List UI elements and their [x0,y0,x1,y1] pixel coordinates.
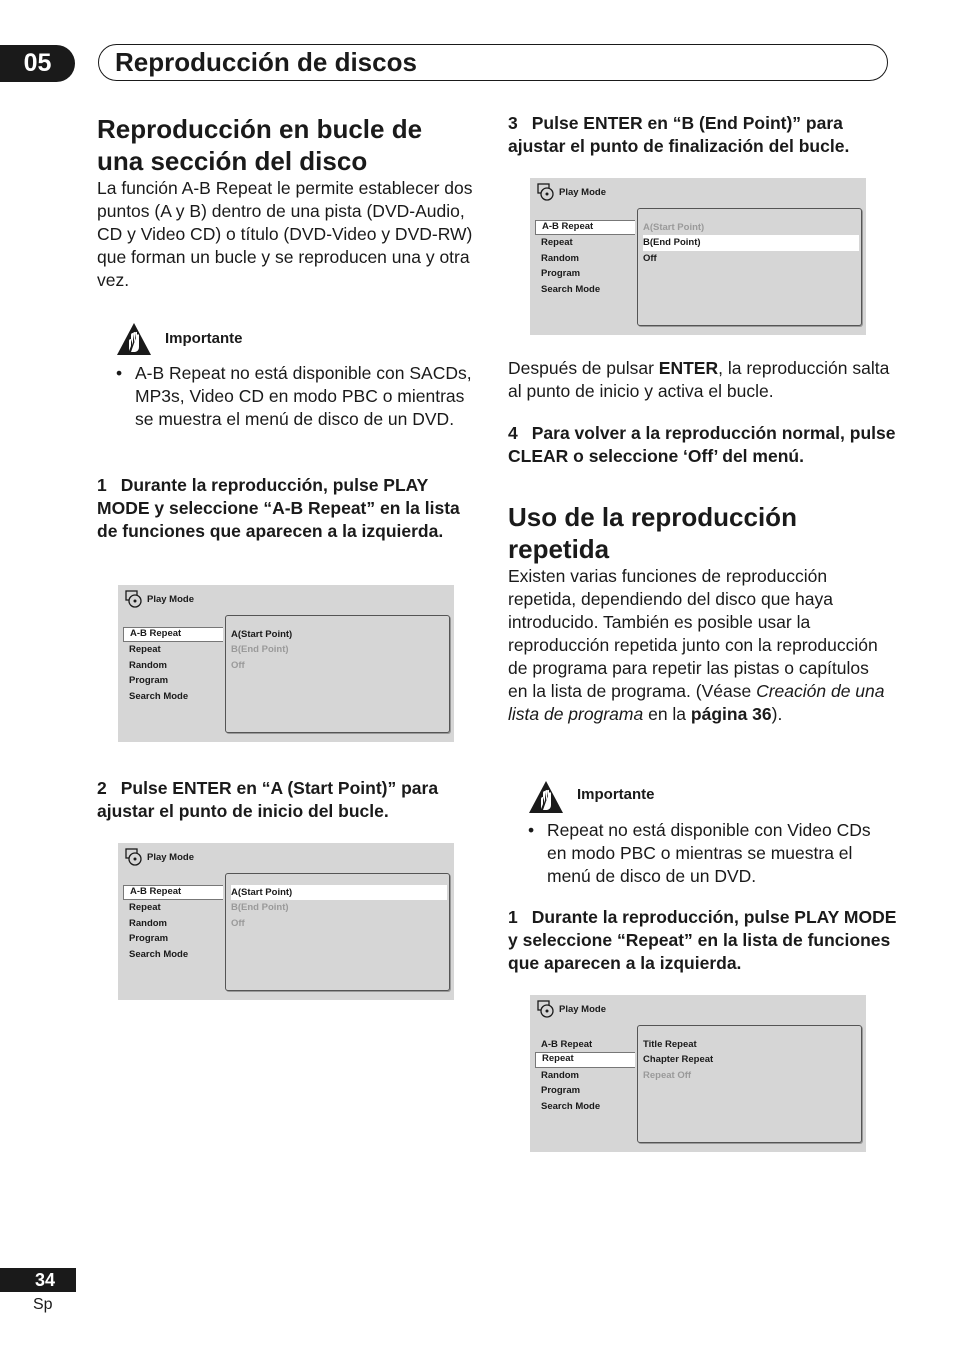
screen-header [537,183,606,201]
step-1-repeat [508,906,898,975]
disc-icon [537,183,555,201]
play-mode-menu [123,885,223,962]
repeat-intro-page-ref[interactable]: página 36 [690,704,772,724]
chapter-number-badge [0,45,75,82]
menu-item-ab-repeat[interactable]: A-B Repeat [541,1039,593,1050]
menu-item-program[interactable]: Program [541,268,581,280]
ab-options [231,627,447,673]
warning-hand-icon [528,780,564,814]
option-end-point[interactable]: B(End Point) [643,235,859,250]
page-number: 34 [34,1270,55,1290]
repeat-intro-post: ). [771,704,783,724]
menu-item-program[interactable]: Program [129,675,169,687]
screen-title: Play Mode [147,851,194,863]
option-off[interactable]: Off [231,659,245,671]
menu-item-search-mode[interactable]: Search Mode [541,283,601,295]
menu-item-random[interactable]: Random [541,252,579,264]
menu-item-repeat[interactable]: Repeat [129,902,161,914]
menu-item-random[interactable]: Random [541,1069,579,1081]
option-off[interactable]: Off [231,917,245,929]
after-enter-text [508,357,893,403]
menu-item-search-mode[interactable]: Search Mode [129,690,189,702]
screen-title: Play Mode [559,1003,606,1015]
disc-icon [125,848,143,866]
menu-item-repeat[interactable]: Repeat [541,237,573,249]
repeat-options [643,1037,859,1083]
step-text: Pulse ENTER en “A (Start Point)” para ajustar el punto de inicio del bucle. [97,778,439,821]
importante-label: Importante [577,786,655,803]
step-3-ab [508,112,898,158]
after-enter-key: ENTER [658,358,719,378]
screen-header [537,1000,606,1018]
menu-item-random[interactable]: Random [129,917,167,929]
option-start-point[interactable]: A(Start Point) [231,629,293,640]
step-text: Durante la reproducción, pulse PLAY MODE y seleccione “A-B Repeat” en la lista de funciones que aparecen a la izquierda. [97,475,460,541]
menu-item-search-mode[interactable]: Search Mode [541,1100,601,1112]
menu-item-random[interactable]: Random [129,659,167,671]
menu-item-ab-repeat[interactable]: A-B Repeat [535,220,635,235]
step-number: 1 [97,475,107,495]
menu-item-program[interactable]: Program [541,1085,581,1097]
step-text: Durante la reproducción, pulse PLAY MODE y seleccione “Repeat” en la lista de funciones que aparecen a la izquierda. [508,907,897,973]
important-note-right: • Repeat no está disponible con Video CDs en modo PBC o mientras se muestra el menú de disco de un DVD. [528,819,890,888]
ab-repeat-intro: La función A-B Repeat le permite establecer dos puntos (A y B) dentro de una pista (DVD-Audio, CD y Video CD) o título (DVD-Video y DVD-RW) que forman un bucle y se reproducen una y otra vez. [97,178,473,290]
play-mode-screen-ab-select [118,585,454,742]
chapter-title: Reproducción de discos [115,47,417,77]
screen-header [125,848,194,866]
play-mode-screen-repeat [530,995,866,1152]
ab-options [231,885,447,931]
section-title-ab-repeat: Reproducción en bucle de una sección del disco [97,114,423,176]
repeat-intro [508,565,893,726]
step-4-ab [508,422,898,468]
ab-options [643,220,859,266]
step-number: 1 [508,907,518,927]
menu-item-search-mode[interactable]: Search Mode [129,948,189,960]
step-number: 4 [508,423,518,443]
play-mode-screen-end-point [530,178,866,335]
menu-item-ab-repeat[interactable]: A-B Repeat [123,885,223,900]
repeat-intro-pre: Existen varias funciones de reproducción repetida, dependiendo del disco que haya introducido. También es posible usar la reproducción repetida junto con la reproducción de programa para repetir las pistas o capítulos en la lista de programa. (Véase [508,566,878,701]
page-number-badge [0,1268,76,1292]
after-enter-post: , la reproducción salta al punto de inicio y activa el bucle. [508,358,890,401]
menu-item-program[interactable]: Program [129,933,169,945]
menu-item-repeat[interactable]: Repeat [129,644,161,656]
importante-label: Importante [165,330,243,347]
option-repeat-off[interactable]: Repeat Off [643,1069,692,1081]
repeat-intro-mid: en la [643,704,691,724]
chapter-number: 05 [23,49,52,77]
repeat-intro-ref-title: Creación de una lista de programa [508,681,885,724]
warning-hand-icon [116,322,152,356]
step-number: 3 [508,113,518,133]
screen-title: Play Mode [559,186,606,198]
menu-item-repeat[interactable]: Repeat [535,1052,635,1067]
disc-icon [125,590,143,608]
option-start-point[interactable]: A(Start Point) [643,222,705,233]
disc-icon [537,1000,555,1018]
option-end-point[interactable]: B(End Point) [231,902,289,914]
play-mode-menu [535,1037,635,1114]
step-text: Pulse ENTER en “B (End Point)” para ajustar el punto de finalización del bucle. [508,113,850,156]
step-1-ab [97,474,477,543]
after-enter-pre: Después de pulsar [508,358,659,378]
important-note-text: A-B Repeat no está disponible con SACDs, MP3s, Video CD en modo PBC o mientras se muestra el menú de disco de un DVD. [135,363,472,429]
screen-header [125,590,194,608]
option-chapter-repeat[interactable]: Chapter Repeat [643,1054,714,1066]
section-title-repeat: Uso de la reproducción repetida [508,502,797,564]
play-mode-screen-start-point [118,843,454,1000]
menu-item-ab-repeat[interactable]: A-B Repeat [123,627,223,642]
option-title-repeat[interactable]: Title Repeat [643,1039,697,1050]
step-2-ab [97,777,477,823]
option-start-point[interactable]: A(Start Point) [231,885,447,900]
screen-title: Play Mode [147,593,194,605]
option-end-point[interactable]: B(End Point) [231,644,289,656]
important-note-text: Repeat no está disponible con Video CDs en modo PBC o mientras se muestra el menú de disco de un DVD. [547,820,871,886]
option-off[interactable]: Off [643,252,657,264]
important-note-left: • A-B Repeat no está disponible con SACDs, MP3s, Video CD en modo PBC o mientras se muestra el menú de disco de un DVD. [116,362,478,431]
step-text: Para volver a la reproducción normal, pulse CLEAR o seleccione ‘Off’ del menú. [508,423,896,466]
step-number: 2 [97,778,107,798]
page-language: Sp [33,1296,53,1313]
play-mode-menu [535,220,635,297]
play-mode-menu [123,627,223,704]
